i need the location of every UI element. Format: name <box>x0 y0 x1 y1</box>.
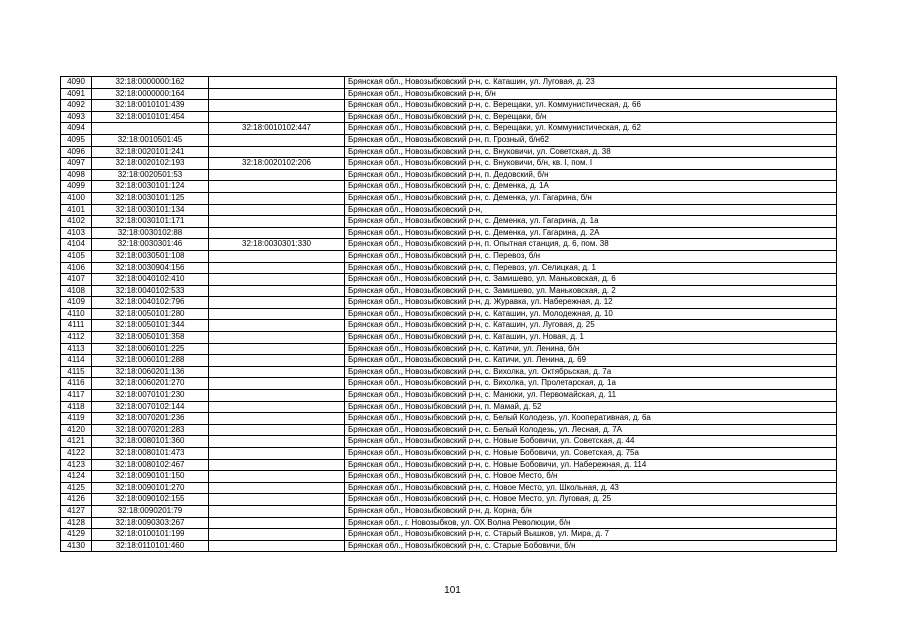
address-cell: Брянская обл., Новозыбковский р-н, с. Вихолка, ул. Пролетарская, д. 1а <box>345 378 837 390</box>
cadastral-number-cell: 32:18:0020501:53 <box>92 169 209 181</box>
address-cell: Брянская обл., Новозыбковский р-н, п. Дедовский, б/н <box>345 169 837 181</box>
previous-cadastral-number-cell <box>209 308 345 320</box>
table-row <box>61 494 837 506</box>
table-row <box>61 505 837 517</box>
previous-cadastral-number-cell <box>209 134 345 146</box>
address-cell: Брянская обл., Новозыбковский р-н, с. Старый Вышков, ул. Мира, д. 7 <box>345 529 837 541</box>
row-number-cell: 4112 <box>61 332 92 344</box>
previous-cadastral-number-cell <box>209 459 345 471</box>
cadastral-number-cell: 32:18:0000000:162 <box>92 77 209 89</box>
row-number-cell: 4110 <box>61 308 92 320</box>
address-cell: Брянская обл., Новозыбковский р-н, с. Верещаки, б/н <box>345 111 837 123</box>
table-row <box>61 343 837 355</box>
address-cell: Брянская обл., Новозыбковский р-н, с. Манюки, ул. Первомайская, д. 11 <box>345 390 837 402</box>
row-number-cell: 4130 <box>61 540 92 552</box>
cadastral-number-cell: 32:18:0080101:360 <box>92 436 209 448</box>
address-cell: Брянская обл., Новозыбковский р-н, с. Старые Бобовичи, б/н <box>345 540 837 552</box>
address-cell: Брянская обл., г. Новозыбков, ул. ОХ Волна Революции, б/н <box>345 517 837 529</box>
row-number-cell: 4126 <box>61 494 92 506</box>
row-number-cell: 4114 <box>61 355 92 367</box>
table-row <box>61 216 837 228</box>
table-row <box>61 471 837 483</box>
cadastral-number-cell: 32:18:0070101:230 <box>92 390 209 402</box>
previous-cadastral-number-cell <box>209 320 345 332</box>
cadastral-number-cell: 32:18:0090303:267 <box>92 517 209 529</box>
address-cell: Брянская обл., Новозыбковский р-н, с. Перевоз, ул. Селицкая, д. 1 <box>345 262 837 274</box>
cadastral-number-cell: 32:18:0090201:79 <box>92 505 209 517</box>
row-number-cell: 4097 <box>61 158 92 170</box>
previous-cadastral-number-cell <box>209 250 345 262</box>
table-row <box>61 482 837 494</box>
address-cell: Брянская обл., Новозыбковский р-н, с. Деменка, ул. Гагарина, б/н <box>345 192 837 204</box>
cadastral-number-cell: 32:18:0040102:533 <box>92 285 209 297</box>
address-cell: Брянская обл., Новозыбковский р-н, д. Журавка, ул. Набережная, д. 12 <box>345 297 837 309</box>
previous-cadastral-number-cell <box>209 424 345 436</box>
table-row <box>61 390 837 402</box>
cadastral-number-cell: 32:18:0030501:108 <box>92 250 209 262</box>
previous-cadastral-number-cell <box>209 111 345 123</box>
property-register-table <box>60 76 837 552</box>
previous-cadastral-number-cell <box>209 100 345 112</box>
table-row <box>61 529 837 541</box>
row-number-cell: 4090 <box>61 77 92 89</box>
cadastral-number-cell: 32:18:0030101:125 <box>92 192 209 204</box>
row-number-cell: 4128 <box>61 517 92 529</box>
address-cell: Брянская обл., Новозыбковский р-н, с. Катичи, ул. Ленина, б/н <box>345 343 837 355</box>
address-cell: Брянская обл., Новозыбковский р-н, с. Деменка, ул. Гагарина, д. 1а <box>345 216 837 228</box>
previous-cadastral-number-cell: 32:18:0030301:330 <box>209 239 345 251</box>
cadastral-number-cell: 32:18:0040102:410 <box>92 274 209 286</box>
previous-cadastral-number-cell <box>209 297 345 309</box>
row-number-cell: 4098 <box>61 169 92 181</box>
cadastral-number-cell: 32:18:0030101:171 <box>92 216 209 228</box>
property-register-body <box>61 77 837 552</box>
address-cell: Брянская обл., Новозыбковский р-н, с. Замишево, ул. Маньковская, д. 6 <box>345 274 837 286</box>
row-number-cell: 4115 <box>61 366 92 378</box>
row-number-cell: 4118 <box>61 401 92 413</box>
address-cell: Брянская обл., Новозыбковский р-н, п. Грозный, б/н62 <box>345 134 837 146</box>
row-number-cell: 4106 <box>61 262 92 274</box>
previous-cadastral-number-cell <box>209 216 345 228</box>
table-row <box>61 401 837 413</box>
cadastral-number-cell: 32:18:0070102:144 <box>92 401 209 413</box>
cadastral-number-cell: 32:18:0090101:150 <box>92 471 209 483</box>
previous-cadastral-number-cell <box>209 274 345 286</box>
previous-cadastral-number-cell <box>209 332 345 344</box>
cadastral-number-cell: 32:18:0060101:288 <box>92 355 209 367</box>
table-row <box>61 77 837 89</box>
table-row <box>61 297 837 309</box>
cadastral-number-cell: 32:18:0000000:164 <box>92 88 209 100</box>
table-row <box>61 459 837 471</box>
row-number-cell: 4124 <box>61 471 92 483</box>
table-row <box>61 366 837 378</box>
previous-cadastral-number-cell <box>209 204 345 216</box>
cadastral-number-cell: 32:18:0030301:46 <box>92 239 209 251</box>
cadastral-number-cell: 32:18:0010101:439 <box>92 100 209 112</box>
previous-cadastral-number-cell <box>209 401 345 413</box>
cadastral-number-cell: 32:18:0030102:88 <box>92 227 209 239</box>
table-row <box>61 378 837 390</box>
address-cell: Брянская обл., Новозыбковский р-н, с. Белый Колодезь, ул. Лесная, д. 7А <box>345 424 837 436</box>
row-number-cell: 4091 <box>61 88 92 100</box>
cadastral-number-cell: 32:18:0100101:199 <box>92 529 209 541</box>
row-number-cell: 4099 <box>61 181 92 193</box>
address-cell: Брянская обл., Новозыбковский р-н, <box>345 204 837 216</box>
table-row <box>61 320 837 332</box>
previous-cadastral-number-cell <box>209 390 345 402</box>
table-row <box>61 169 837 181</box>
address-cell: Брянская обл., Новозыбковский р-н, с. Каташин, ул. Новая, д. 1 <box>345 332 837 344</box>
row-number-cell: 4120 <box>61 424 92 436</box>
previous-cadastral-number-cell <box>209 413 345 425</box>
table-row <box>61 540 837 552</box>
table-row <box>61 424 837 436</box>
table-row <box>61 227 837 239</box>
row-number-cell: 4111 <box>61 320 92 332</box>
address-cell: Брянская обл., Новозыбковский р-н, с. Новое Место, б/н <box>345 471 837 483</box>
table-row <box>61 88 837 100</box>
row-number-cell: 4105 <box>61 250 92 262</box>
address-cell: Брянская обл., Новозыбковский р-н, с. Новое Место, ул. Школьная, д. 43 <box>345 482 837 494</box>
address-cell: Брянская обл., Новозыбковский р-н, д. Корна, б/н <box>345 505 837 517</box>
cadastral-number-cell: 32:18:0020101:241 <box>92 146 209 158</box>
address-cell: Брянская обл., Новозыбковский р-н, п. Опытная станция, д. 6, пом. 38 <box>345 239 837 251</box>
row-number-cell: 4116 <box>61 378 92 390</box>
table-row <box>61 100 837 112</box>
address-cell: Брянская обл., Новозыбковский р-н, с. Новые Бобовичи, ул. Набережная, д. 114 <box>345 459 837 471</box>
cadastral-number-cell: 32:18:0010501:45 <box>92 134 209 146</box>
table-row <box>61 285 837 297</box>
table-row <box>61 181 837 193</box>
cadastral-number-cell: 32:18:0060201:136 <box>92 366 209 378</box>
row-number-cell: 4109 <box>61 297 92 309</box>
address-cell: Брянская обл., Новозыбковский р-н, с. Деменка, д. 1А <box>345 181 837 193</box>
row-number-cell: 4093 <box>61 111 92 123</box>
row-number-cell: 4117 <box>61 390 92 402</box>
address-cell: Брянская обл., Новозыбковский р-н, с. Перевоз, б/н <box>345 250 837 262</box>
table-row <box>61 332 837 344</box>
address-cell: Брянская обл., Новозыбковский р-н, с. Деменка, ул. Гагарина, д. 2А <box>345 227 837 239</box>
address-cell: Брянская обл., Новозыбковский р-н, с. Вихолка, ул. Октябрьская, д. 7а <box>345 366 837 378</box>
row-number-cell: 4119 <box>61 413 92 425</box>
previous-cadastral-number-cell <box>209 343 345 355</box>
row-number-cell: 4095 <box>61 134 92 146</box>
cadastral-number-cell: 32:18:0050101:344 <box>92 320 209 332</box>
table-row <box>61 134 837 146</box>
cadastral-number-cell: 32:18:0090101:270 <box>92 482 209 494</box>
table-row <box>61 262 837 274</box>
table-row <box>61 158 837 170</box>
row-number-cell: 4125 <box>61 482 92 494</box>
address-cell: Брянская обл., Новозыбковский р-н, с. Внуковичи, ул. Советская, д. 38 <box>345 146 837 158</box>
row-number-cell: 4129 <box>61 529 92 541</box>
previous-cadastral-number-cell <box>209 285 345 297</box>
row-number-cell: 4092 <box>61 100 92 112</box>
cadastral-number-cell: 32:18:0070201:283 <box>92 424 209 436</box>
previous-cadastral-number-cell <box>209 262 345 274</box>
address-cell: Брянская обл., Новозыбковский р-н, с. Новое Место, ул. Луговая, д. 25 <box>345 494 837 506</box>
row-number-cell: 4101 <box>61 204 92 216</box>
table-row <box>61 239 837 251</box>
cadastral-number-cell: 32:18:0090102:155 <box>92 494 209 506</box>
row-number-cell: 4127 <box>61 505 92 517</box>
previous-cadastral-number-cell <box>209 146 345 158</box>
previous-cadastral-number-cell <box>209 448 345 460</box>
cadastral-number-cell: 32:18:0030101:134 <box>92 204 209 216</box>
cadastral-number-cell: 32:18:0110101:460 <box>92 540 209 552</box>
previous-cadastral-number-cell <box>209 482 345 494</box>
table-row <box>61 517 837 529</box>
row-number-cell: 4094 <box>61 123 92 135</box>
cadastral-number-cell: 32:18:0080102:467 <box>92 459 209 471</box>
cadastral-number-cell: 32:18:0050101:280 <box>92 308 209 320</box>
row-number-cell: 4096 <box>61 146 92 158</box>
table-row <box>61 308 837 320</box>
row-number-cell: 4107 <box>61 274 92 286</box>
previous-cadastral-number-cell <box>209 192 345 204</box>
table-row <box>61 123 837 135</box>
page-number: 101 <box>444 585 461 596</box>
previous-cadastral-number-cell <box>209 517 345 529</box>
table-row <box>61 250 837 262</box>
address-cell: Брянская обл., Новозыбковский р-н, с. Катичи, ул. Ленина, д. 69 <box>345 355 837 367</box>
address-cell: Брянская обл., Новозыбковский р-н, б/н <box>345 88 837 100</box>
previous-cadastral-number-cell <box>209 436 345 448</box>
address-cell: Брянская обл., Новозыбковский р-н, с. Новые Бобовичи, ул. Советская, д. 75а <box>345 448 837 460</box>
previous-cadastral-number-cell <box>209 169 345 181</box>
table-row <box>61 192 837 204</box>
address-cell: Брянская обл., Новозыбковский р-н, с. Каташин, ул. Молодежная, д. 10 <box>345 308 837 320</box>
cadastral-number-cell: 32:18:0060201:270 <box>92 378 209 390</box>
address-cell: Брянская обл., Новозыбковский р-н, с. Замишево, ул. Маньковская, д. 2 <box>345 285 837 297</box>
previous-cadastral-number-cell <box>209 471 345 483</box>
previous-cadastral-number-cell <box>209 77 345 89</box>
cadastral-number-cell: 32:18:0040102:796 <box>92 297 209 309</box>
address-cell: Брянская обл., Новозыбковский р-н, с. Внуковичи, б/н, кв. I, пом. I <box>345 158 837 170</box>
cadastral-number-cell: 32:18:0030904:156 <box>92 262 209 274</box>
address-cell: Брянская обл., Новозыбковский р-н, с. Каташин, ул. Луговая, д. 23 <box>345 77 837 89</box>
address-cell: Брянская обл., Новозыбковский р-н, п. Мамай, д. 52 <box>345 401 837 413</box>
cadastral-number-cell: 32:18:0080101:473 <box>92 448 209 460</box>
table-row <box>61 274 837 286</box>
cadastral-number-cell: 32:18:0020102:193 <box>92 158 209 170</box>
previous-cadastral-number-cell <box>209 88 345 100</box>
previous-cadastral-number-cell <box>209 227 345 239</box>
previous-cadastral-number-cell: 32:18:0010102:447 <box>209 123 345 135</box>
row-number-cell: 4103 <box>61 227 92 239</box>
table-row <box>61 146 837 158</box>
table-row <box>61 111 837 123</box>
row-number-cell: 4100 <box>61 192 92 204</box>
address-cell: Брянская обл., Новозыбковский р-н, с. Белый Колодезь, ул. Кооперативная, д. 6а <box>345 413 837 425</box>
cadastral-number-cell: 32:18:0030101:124 <box>92 181 209 193</box>
previous-cadastral-number-cell <box>209 540 345 552</box>
previous-cadastral-number-cell <box>209 494 345 506</box>
table-row <box>61 204 837 216</box>
previous-cadastral-number-cell <box>209 505 345 517</box>
cadastral-number-cell: 32:18:0010101:454 <box>92 111 209 123</box>
row-number-cell: 4102 <box>61 216 92 228</box>
previous-cadastral-number-cell <box>209 529 345 541</box>
cadastral-number-cell: 32:18:0050101:358 <box>92 332 209 344</box>
row-number-cell: 4113 <box>61 343 92 355</box>
cadastral-number-cell <box>92 123 209 135</box>
row-number-cell: 4104 <box>61 239 92 251</box>
row-number-cell: 4123 <box>61 459 92 471</box>
table-row <box>61 448 837 460</box>
previous-cadastral-number-cell <box>209 366 345 378</box>
address-cell: Брянская обл., Новозыбковский р-н, с. Верещаки, ул. Коммунистическая, д. 62 <box>345 123 837 135</box>
cadastral-number-cell: 32:18:0060101:225 <box>92 343 209 355</box>
previous-cadastral-number-cell <box>209 378 345 390</box>
row-number-cell: 4121 <box>61 436 92 448</box>
table-row <box>61 355 837 367</box>
address-cell: Брянская обл., Новозыбковский р-н, с. Каташин, ул. Луговая, д. 25 <box>345 320 837 332</box>
address-cell: Брянская обл., Новозыбковский р-н, с. Верещаки, ул. Коммунистическая, д. 66 <box>345 100 837 112</box>
table-row <box>61 436 837 448</box>
previous-cadastral-number-cell <box>209 181 345 193</box>
row-number-cell: 4108 <box>61 285 92 297</box>
row-number-cell: 4122 <box>61 448 92 460</box>
table-row <box>61 413 837 425</box>
previous-cadastral-number-cell: 32:18:0020102:206 <box>209 158 345 170</box>
address-cell: Брянская обл., Новозыбковский р-н, с. Новые Бобовичи, ул. Советская, д. 44 <box>345 436 837 448</box>
cadastral-number-cell: 32:18:0070201:236 <box>92 413 209 425</box>
previous-cadastral-number-cell <box>209 355 345 367</box>
